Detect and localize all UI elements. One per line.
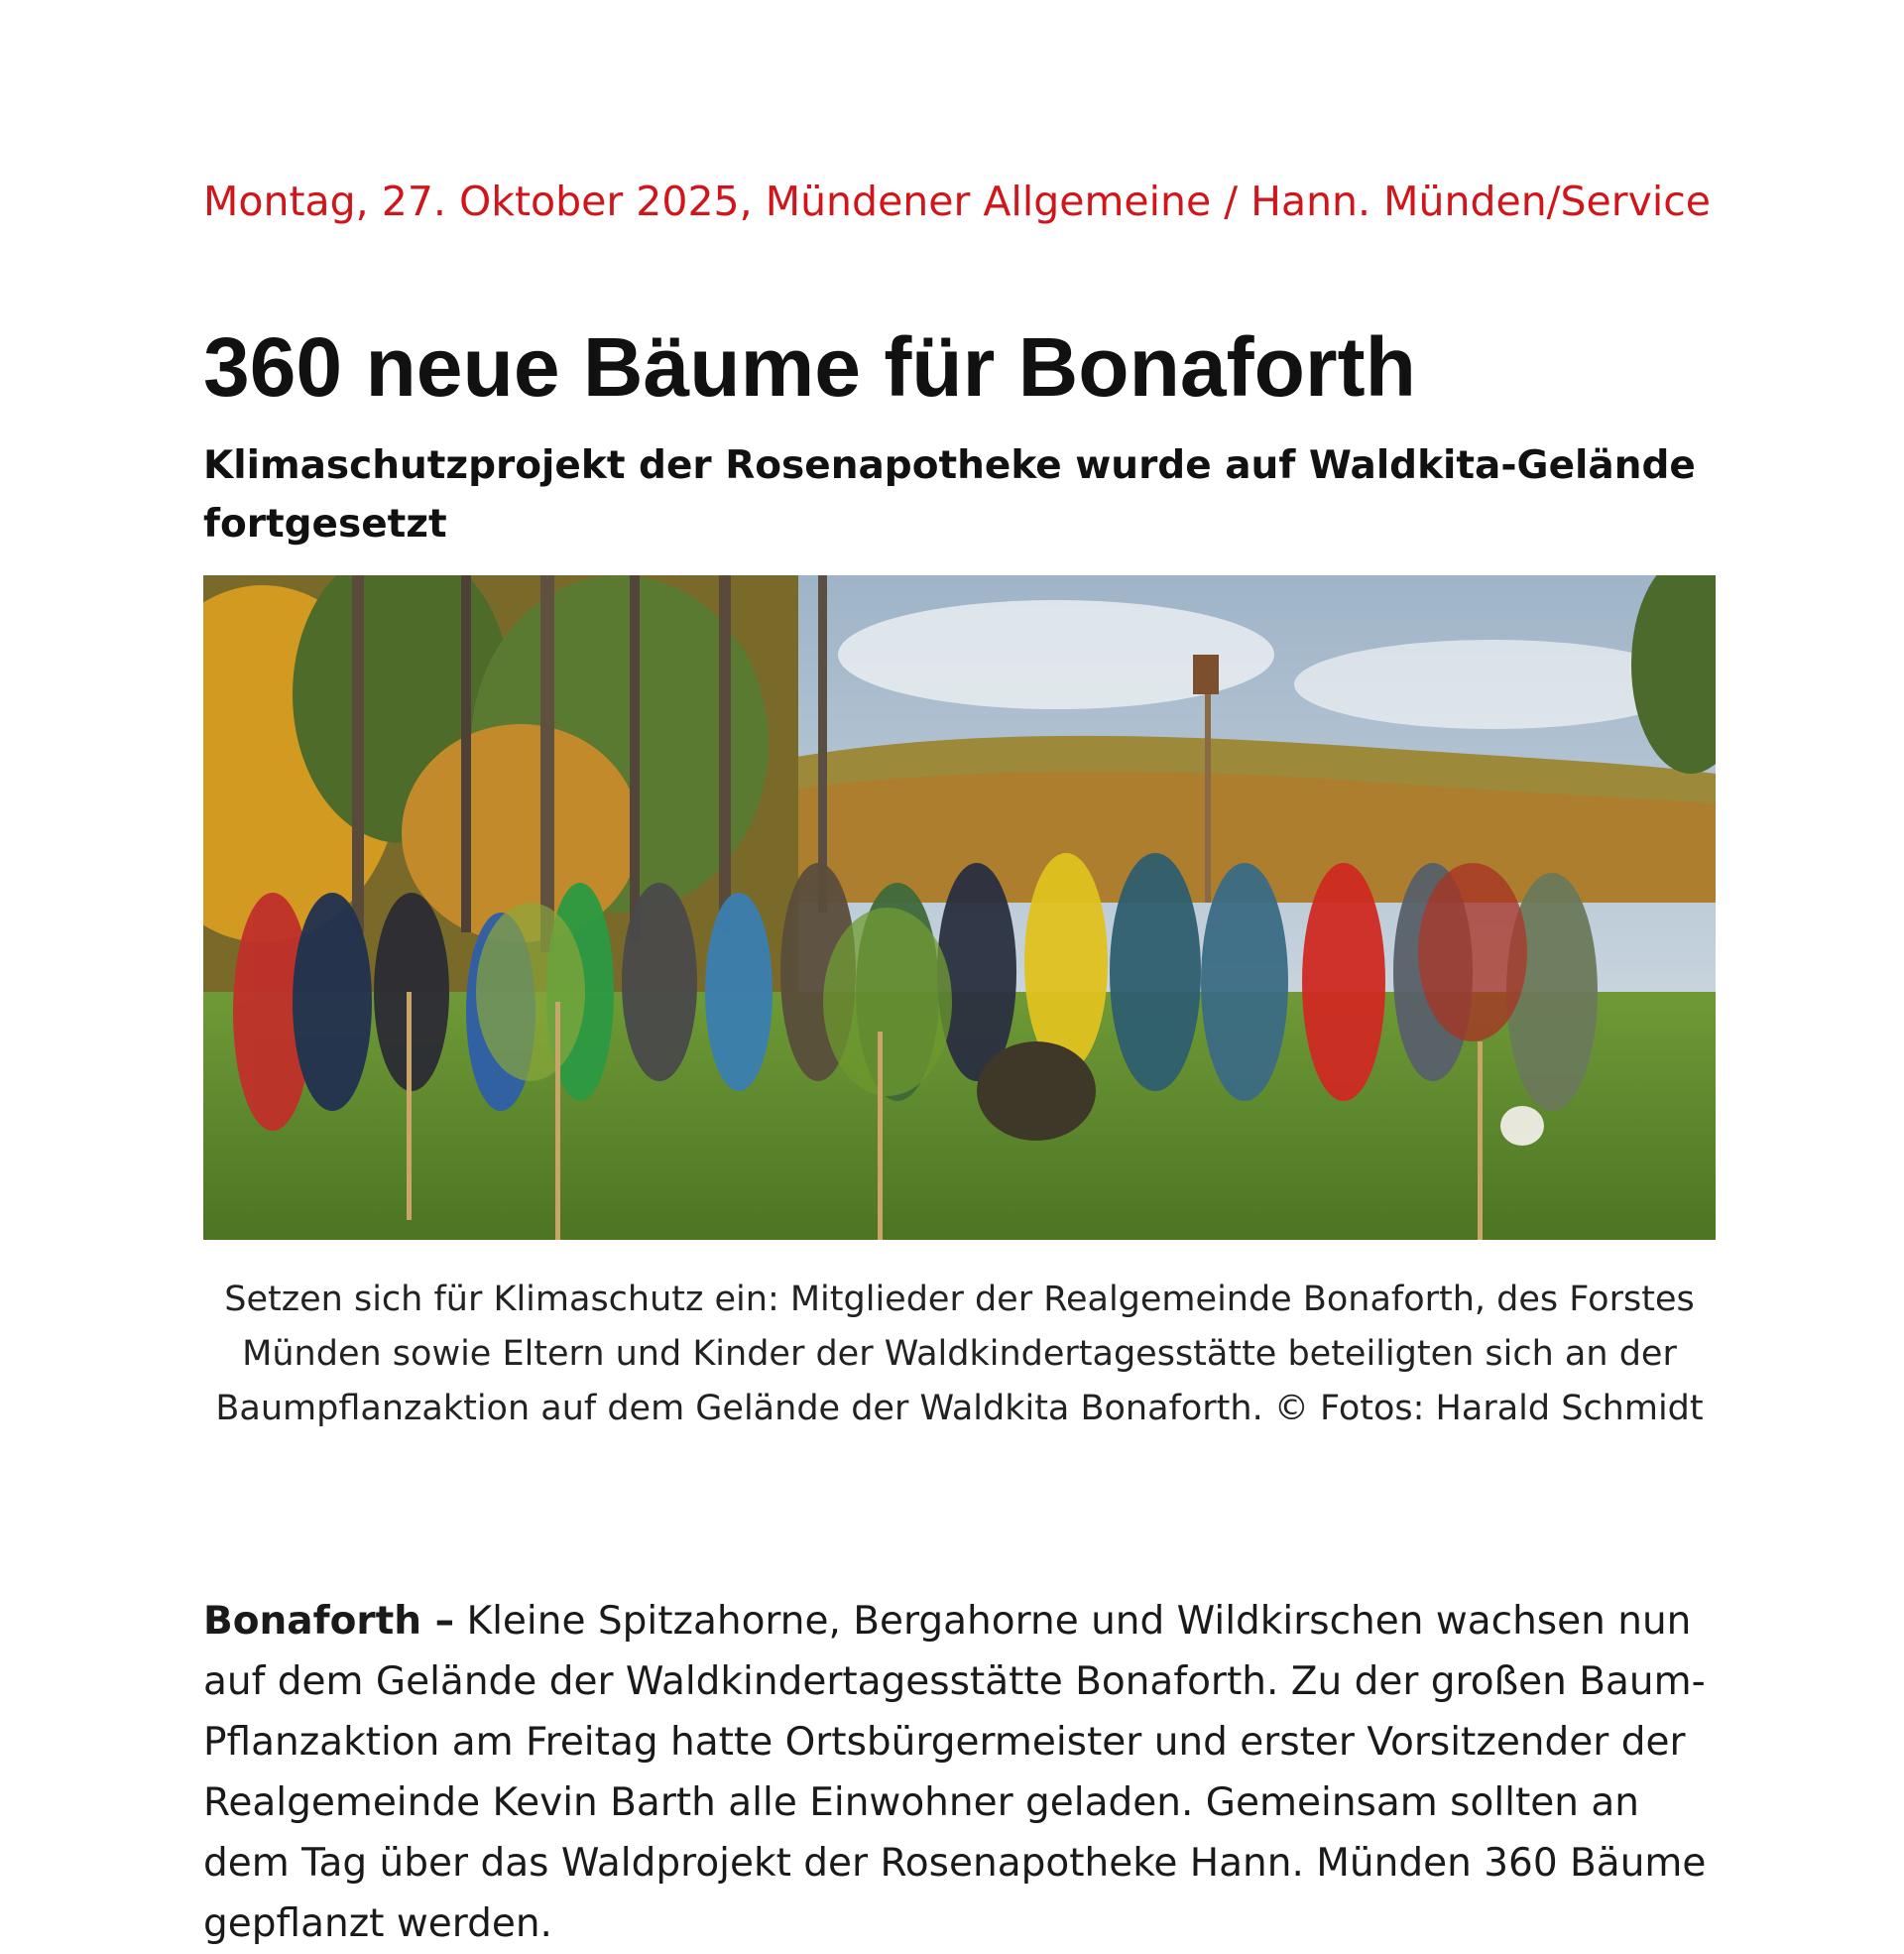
article-photo: [203, 575, 1716, 1240]
headline: 360 neue Bäume für Bonaforth: [203, 320, 1416, 414]
photo-caption: Setzen sich für Klimaschutz ein: Mitglieder der Realgemeinde Bonaforth, des Forstes Münden sowie Eltern und Kinder der Waldkindertagesstätte beteiligten sich an der Baumpflanzaktion auf dem Gelände der Waldkita Bonaforth. © Fotos: Harald Schmidt: [215, 1280, 1704, 1428]
body-text: Kleine Spitzahorne, Bergahorne und Wildkirschen wachsen nun auf dem Gelände der Waldkindertagesstätte Bonaforth. Zu der großen Baum-Pflanzaktion am Freitag hatte Ortsbürgermeister und erster Vorsitzender der Realgemeinde Kevin Barth alle Einwohner geladen. Gemeinsam sollten an dem Tag über das Waldprojekt der Rosenapotheke Hann. Münden 360 Bäume gepflanzt werden.: [203, 1599, 1707, 1946]
dateline: Montag, 27. Oktober 2025, Mündener Allgemeine / Hann. Münden/Service: [203, 178, 1712, 225]
body-lead: Bonaforth –: [203, 1599, 455, 1644]
article-body: [203, 1591, 1716, 1954]
subheadline: Klimaschutzprojekt der Rosenapotheke wurde auf Waldkita-Gelände fortgesetzt: [203, 443, 1696, 547]
